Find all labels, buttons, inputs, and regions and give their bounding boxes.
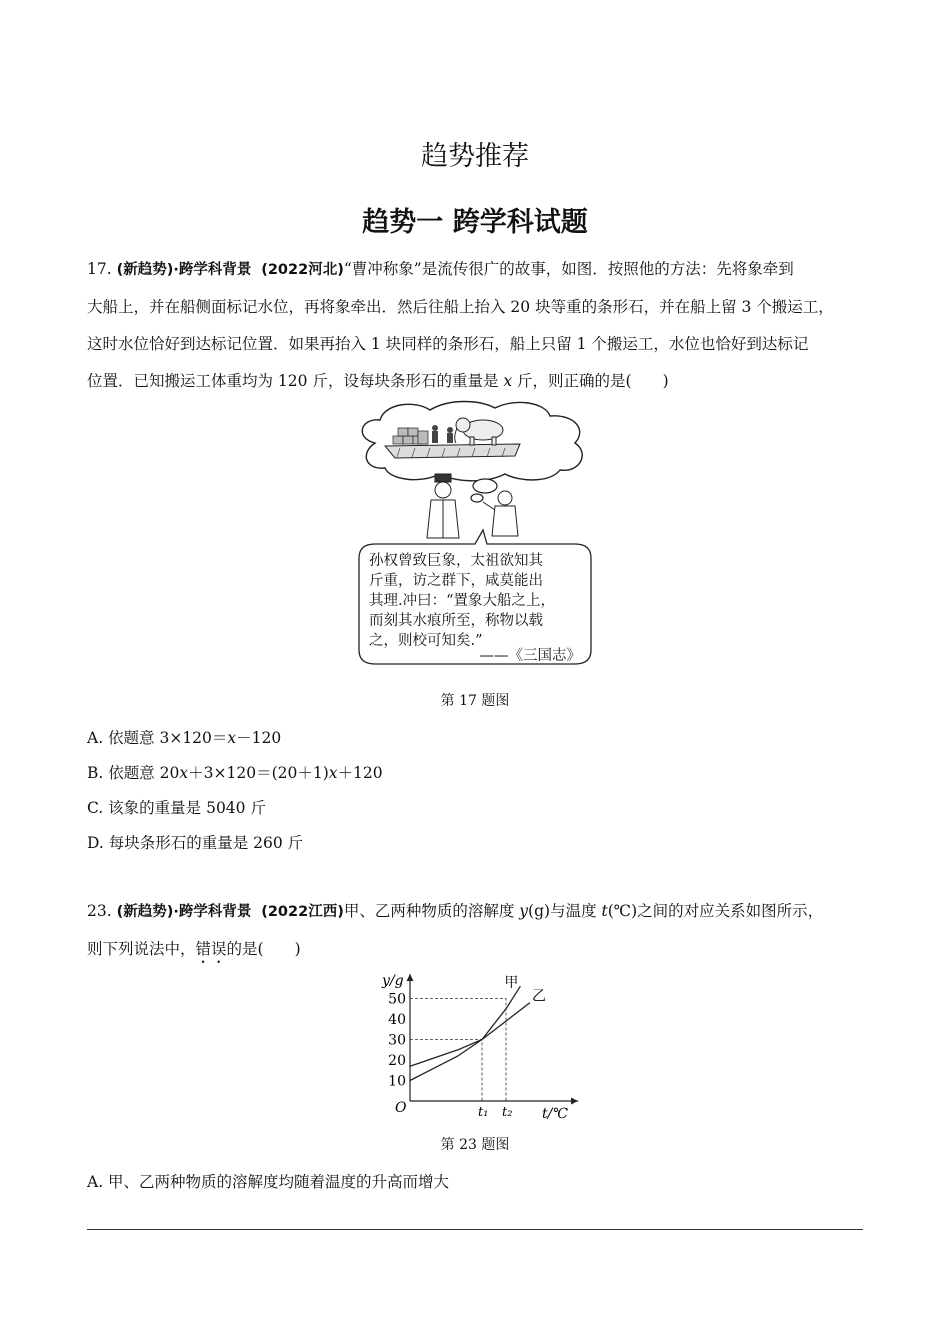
y-tick-label: 50	[388, 991, 406, 1008]
q23-line-2	[87, 931, 877, 968]
child-figure-icon	[483, 491, 518, 536]
bubble-text-line: 斤重，访之群下，咸莫能出	[369, 573, 543, 589]
question-17-text	[87, 251, 877, 400]
q17-tag: (新趋势)·跨学科背景	[116, 262, 252, 278]
q23-emphasis-word: 错误	[195, 940, 227, 958]
bubble-text-line: 之，则校可知矣.”	[369, 633, 483, 649]
figure-23-caption: 第 23 题图	[440, 1137, 510, 1153]
q23-line1-mid: (g)与温度	[528, 902, 602, 920]
x-tick-label: t₂	[502, 1105, 513, 1120]
reference-line	[410, 1040, 482, 1102]
q23-line1-post: (℃)之间的对应关系如图所示，	[607, 902, 824, 920]
q17-line-3: 这时水位恰好到达标记位置．如果再抬入 1 块同样的条形石，船上只留 1 个搬运工，水位也恰好到达标记	[87, 335, 809, 353]
series-line-jia	[410, 986, 520, 1080]
q23-line2-post: 的是( )	[226, 940, 301, 958]
q23-source: (2022江西)	[261, 904, 344, 920]
q17-line4-pre: 位置．已知搬运工体重均为 120 斤，设每块条形石的重量是	[87, 372, 504, 390]
bubble-text-line: 孙权曾致巨象，太祖欲知其	[369, 553, 543, 569]
page-title: 趋势推荐	[421, 141, 529, 172]
boat-icon	[385, 444, 520, 458]
solubility-chart	[370, 966, 590, 1124]
q17-line1: “曹冲称象”是流传很广的故事，如图．按照他的方法：先将象牵到	[343, 260, 794, 278]
q17-var-x: x	[503, 372, 513, 390]
option-b-post: ＋120	[337, 764, 383, 782]
bottom-divider	[87, 1229, 863, 1230]
q17-option-a[interactable]	[87, 726, 281, 748]
origin-label: O	[395, 1100, 407, 1116]
bubble-attribution: ——《三国志》	[479, 648, 581, 664]
q23-line2-pre: 则下列说法中，	[87, 940, 196, 958]
q23-var-t: t	[601, 902, 608, 920]
option-a-post: －120	[236, 729, 282, 747]
q23-tag: (新趋势)·跨学科背景	[116, 904, 252, 920]
bubble-text-line: 而刻其水痕所至，称物以载	[369, 613, 543, 629]
y-tick-label: 20	[388, 1053, 406, 1069]
thought-bubble	[471, 494, 483, 502]
option-b-mid: ＋3×120＝(20＋1)	[188, 764, 329, 782]
q23-number: 23.	[87, 902, 112, 920]
option-a-pre: A. 依题意 3×120＝	[87, 729, 228, 747]
q17-line-4	[87, 363, 877, 400]
q17-option-d[interactable]: D. 每块条形石的重量是 260 斤	[87, 834, 304, 852]
figure-17-caption: 第 17 题图	[440, 693, 510, 709]
q23-line1-pre: 甲、乙两种物质的溶解度	[343, 902, 520, 920]
option-b-var: x	[179, 764, 189, 782]
thought-bubble	[473, 479, 497, 493]
y-tick-label: 10	[388, 1073, 406, 1090]
cao-chong-illustration	[355, 398, 595, 670]
q17-line4-post: 斤，则正确的是( )	[512, 372, 669, 390]
y-tick-label: 30	[388, 1032, 406, 1049]
bubble-text-line: 其理.冲曰：“置象大船之上，	[369, 593, 556, 609]
option-b-var2: x	[328, 764, 338, 782]
q17-option-b[interactable]	[87, 761, 383, 783]
series-label: 甲	[504, 975, 519, 992]
adult-figure-icon	[427, 474, 459, 538]
y-tick-label: 40	[388, 1012, 406, 1028]
q23-option-a[interactable]: A. 甲、乙两种物质的溶解度均随着温度的升高而增大	[87, 1173, 450, 1191]
section-title: 趋势一 跨学科试题	[362, 207, 588, 238]
q17-number: 17.	[87, 260, 112, 278]
q17-line-1	[87, 251, 877, 289]
series-line-yi	[410, 1003, 530, 1067]
q17-source: (2022河北)	[261, 262, 344, 278]
x-tick-label: t₁	[478, 1105, 489, 1120]
q23-var-y: y	[519, 902, 529, 920]
option-b-pre: B. 依题意 20	[87, 764, 180, 782]
x-axis-label: t/℃	[542, 1106, 569, 1122]
y-axis-label: y/g	[382, 973, 404, 989]
q17-line-2: 大船上，并在船侧面标记水位，再将象牵出．然后往船上抬入 20 块等重的条形石，并在船上留 3 个搬运工，	[87, 298, 834, 316]
q23-line-1	[87, 893, 877, 931]
q17-option-c[interactable]: C. 该象的重量是 5040 斤	[87, 799, 266, 817]
series-label: 乙	[532, 988, 546, 1005]
option-a-var: x	[227, 729, 237, 747]
question-23-text	[87, 893, 877, 968]
